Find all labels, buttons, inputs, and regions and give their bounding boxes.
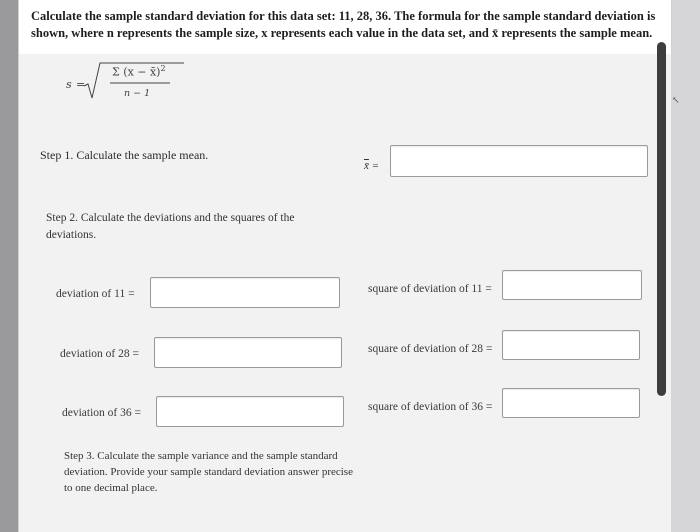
square-deviation-36-input[interactable] bbox=[502, 388, 640, 418]
formula-denominator: n − 1 bbox=[124, 88, 151, 99]
deviation-11-label: deviation of 11 = bbox=[56, 288, 135, 300]
question-header bbox=[18, 0, 672, 54]
formula-numerator: Σ (x − x̄)$^2$ bbox=[112, 64, 166, 79]
formula-equals: = bbox=[76, 78, 86, 91]
deviation-11-input[interactable] bbox=[150, 277, 340, 308]
square-deviation-28-label: square of deviation of 28 = bbox=[368, 343, 493, 355]
question-prompt: Calculate the sample standard deviation for this data set: 11, 28, 36. The formula for the sample standard deviation is shown, where n represents the sample size, x represents each value in the data set, and x̄ represents the sample mean. bbox=[31, 9, 656, 40]
step1-label: Step 1. Calculate the sample mean. bbox=[40, 148, 209, 162]
formula-lhs: s bbox=[66, 78, 72, 91]
mean-label: x̄ = bbox=[364, 160, 380, 172]
background-strip bbox=[670, 0, 700, 532]
mean-input[interactable] bbox=[390, 145, 648, 177]
deviation-28-input[interactable] bbox=[154, 337, 342, 368]
cursor-icon: ↖ bbox=[672, 95, 680, 105]
std-dev-formula bbox=[66, 62, 186, 102]
square-deviation-11-label: square of deviation of 11 = bbox=[368, 283, 492, 295]
vertical-scrollbar[interactable] bbox=[657, 42, 666, 396]
deviation-28-label: deviation of 28 = bbox=[60, 348, 139, 360]
square-deviation-36-label: square of deviation of 36 = bbox=[368, 401, 493, 413]
square-deviation-11-input[interactable] bbox=[502, 270, 642, 300]
deviation-36-label: deviation of 36 = bbox=[62, 407, 141, 419]
deviation-36-input[interactable] bbox=[156, 396, 344, 427]
step2-label: Step 2. Calculate the deviations and the squares of the deviations. bbox=[46, 212, 295, 241]
square-deviation-28-input[interactable] bbox=[502, 330, 640, 360]
step3-label: Step 3. Calculate the sample variance and the sample standard deviation. Provide your sample standard deviation answer precise to one decimal place. bbox=[64, 450, 353, 494]
